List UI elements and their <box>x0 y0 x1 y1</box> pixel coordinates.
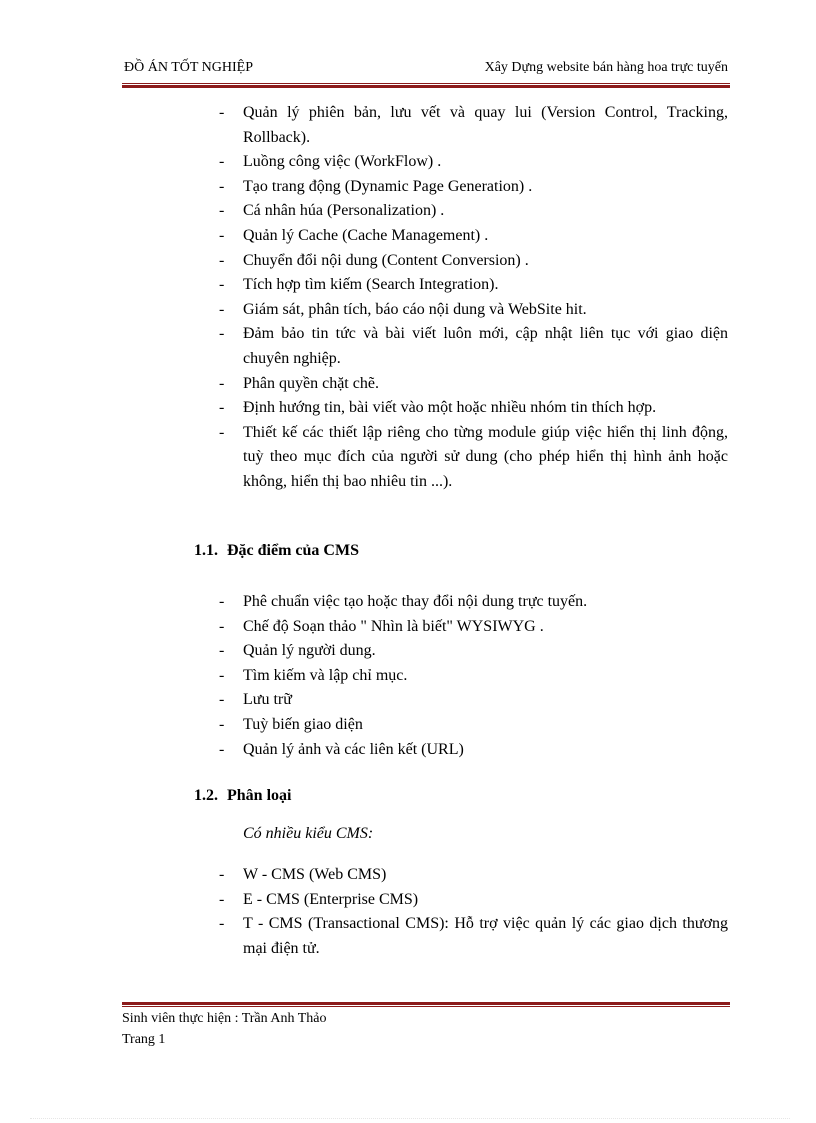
list-item: - Tích hợp tìm kiếm (Search Integration). <box>219 276 499 294</box>
list-item: - Quản lý Cache (Cache Management) . <box>219 226 489 244</box>
section-intro: Có nhiều kiểu CMS: <box>243 825 374 842</box>
header-rule <box>122 83 730 88</box>
features-list <box>216 101 728 495</box>
header-left-title: ĐỒ ÁN TỐT NGHIỆP <box>124 60 253 75</box>
list-item: - Quản lý người dung. <box>219 642 376 660</box>
page-bottom-border <box>30 1118 790 1119</box>
list-item: - Tuỳ biến giao diện <box>219 715 363 733</box>
list-item: - Thiết kế các thiết lập riêng cho từng module giúp việc hiển thị linh động, tuỳ theo mục đích của người sử dung (cho phép hiển thị hình ảnh hoặc không, hiển thị bao nhiêu tin ...). <box>219 423 728 490</box>
section-heading-1-1: 1.1. Đặc điểm của CMS <box>194 542 359 559</box>
list-item: - Phê chuẩn việc tạo hoặc thay đổi nội dung trực tuyến. <box>219 593 588 610</box>
list-item: - Lưu trữ <box>219 691 292 709</box>
cms-types-list <box>216 863 728 961</box>
list-item: - E - CMS (Enterprise CMS) <box>219 890 419 908</box>
footer-page-number: Trang 1 <box>122 1032 166 1047</box>
footer-rule <box>122 1002 730 1007</box>
list-item: - Tìm kiếm và lập chỉ mục. <box>219 666 408 684</box>
list-item: - Quản lý phiên bản, lưu vết và quay lui (Version Control, Tracking, Rollback). <box>219 104 728 146</box>
list-item: - Quản lý ảnh và các liên kết (URL) <box>219 740 464 758</box>
list-item: - Định hướng tin, bài viết vào một hoặc nhiều nhóm tin thích hợp. <box>219 399 657 417</box>
list-item: - Đảm bảo tin tức và bài viết luôn mới, cập nhật liên tục với giao diện chuyên nghiệp. <box>219 325 728 367</box>
list-item: - Chế độ Soạn thảo " Nhìn là biết" WYSIWYG . <box>219 617 544 635</box>
list-item: - T - CMS (Transactional CMS): Hỗ trợ việc quản lý các giao dịch thương mại điện tử. <box>219 915 728 957</box>
section-heading-1-2: 1.2. Phân loại <box>194 787 292 804</box>
list-item: - W - CMS (Web CMS) <box>219 866 387 883</box>
list-item: - Tạo trang động (Dynamic Page Generation) . <box>219 177 533 195</box>
footer-author: Sinh viên thực hiện : Trần Anh Thảo <box>122 1011 327 1026</box>
list-item: - Phân quyền chặt chẽ. <box>219 374 379 392</box>
list-item: - Cá nhân húa (Personalization) . <box>219 202 445 220</box>
list-item: - Chuyển đổi nội dung (Content Conversion) . <box>219 251 529 269</box>
cms-features-list <box>216 590 728 762</box>
list-item: - Giám sát, phân tích, báo cáo nội dung và WebSite hit. <box>219 300 587 318</box>
list-item: - Luồng công việc (WorkFlow) . <box>219 153 442 171</box>
header-right-title: Xây Dựng website bán hàng hoa trực tuyến <box>484 60 728 75</box>
